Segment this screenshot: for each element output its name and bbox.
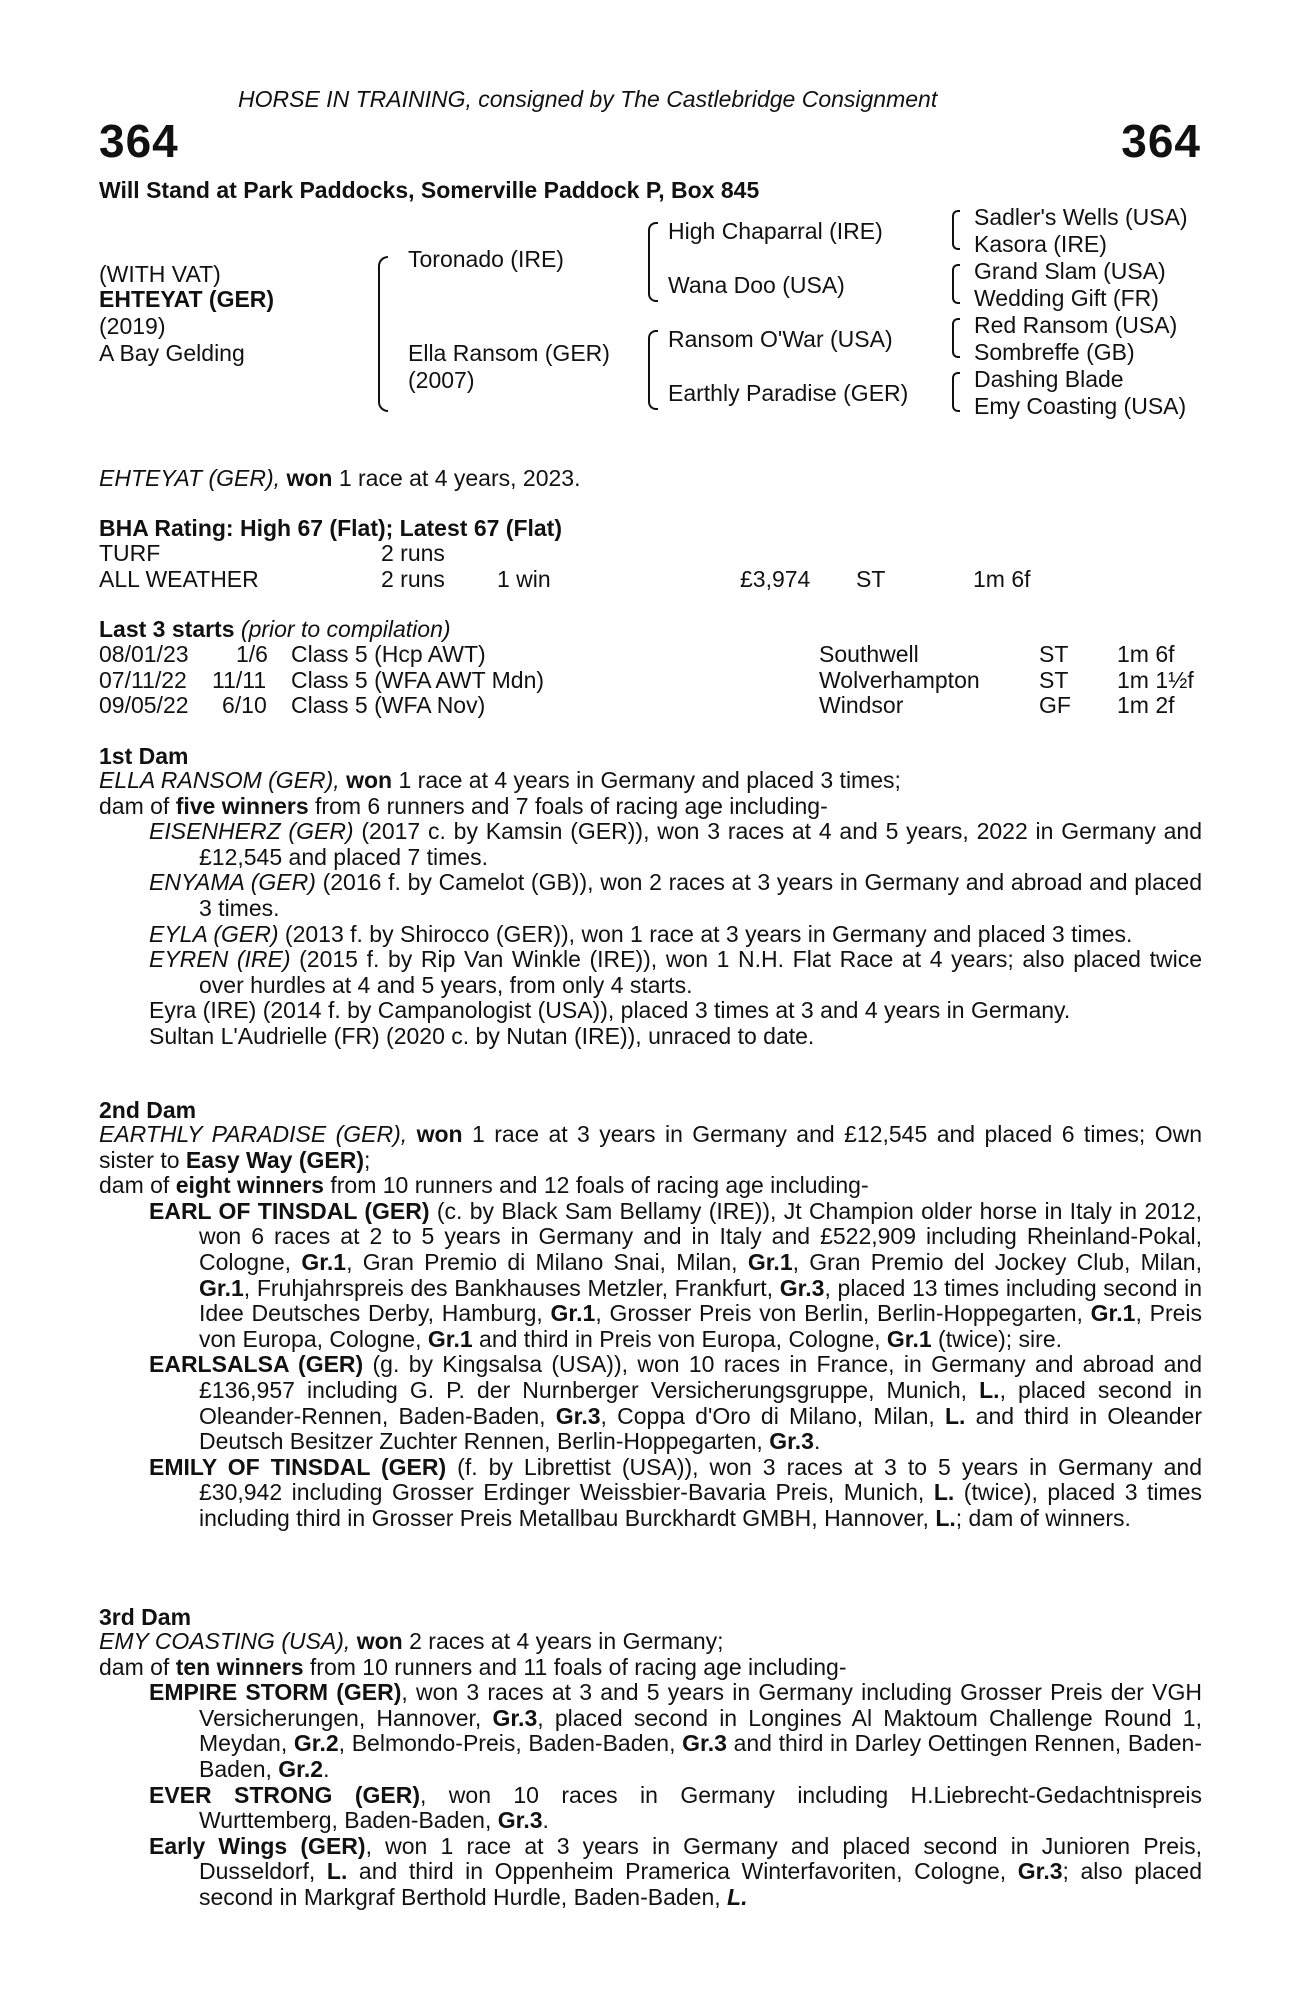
progeny-entry-earlsalsa bbox=[149, 1352, 1202, 1454]
progeny-entry bbox=[149, 819, 1202, 870]
progeny-text: , Gran Premio di Milano Snai, Milan, bbox=[346, 1248, 748, 1275]
vat-label: (WITH VAT) bbox=[99, 261, 221, 287]
dam-of-text: from 6 runners and 7 foals of racing age including- bbox=[308, 792, 828, 819]
first-dam-record: 1 race at 4 years in Germany and placed 3 times; bbox=[392, 767, 901, 793]
start-course: Wolverhampton bbox=[819, 667, 980, 693]
progeny-entry-emily-of-tinsdal bbox=[149, 1455, 1202, 1532]
progeny-name: EVER STRONG (GER) bbox=[149, 1781, 420, 1808]
third-dam-won: won bbox=[356, 1628, 403, 1654]
progeny-text: , placed 13 times including second in Idee Deutsches Derby, Hamburg, bbox=[199, 1274, 1202, 1327]
first-dam-section bbox=[99, 768, 1202, 1050]
start-race: Class 5 (WFA AWT Mdn) bbox=[291, 667, 545, 693]
start-race: Class 5 (Hcp AWT) bbox=[291, 641, 486, 667]
pedigree-dam-dam: Earthly Paradise (GER) bbox=[668, 380, 909, 406]
grade-label: Gr.1 bbox=[550, 1300, 596, 1327]
sister-name: Easy Way (GER) bbox=[185, 1146, 365, 1173]
lot-number-left: 364 bbox=[99, 115, 179, 167]
pedigree-gg4: Wedding Gift (FR) bbox=[974, 285, 1159, 311]
pedigree-bracket-g4 bbox=[952, 372, 960, 412]
progeny-text: , Grosser Preis von Berlin, Berlin-Hoppegarten, bbox=[595, 1300, 1091, 1327]
last-starts-note: (prior to compilation) bbox=[240, 616, 451, 642]
grade-label: L. bbox=[945, 1402, 966, 1429]
start-position: 6/10 bbox=[222, 692, 267, 718]
progeny-text: , Preis von Europa, Cologne, bbox=[199, 1300, 1203, 1352]
progeny-text: . bbox=[323, 1755, 330, 1782]
progeny-entry bbox=[149, 998, 1202, 1024]
grade-label: Gr.3 bbox=[769, 1428, 814, 1455]
pedigree-dam-year: (2007) bbox=[408, 367, 475, 393]
progeny-text: , placed second in Oleander-Rennen, Baden-Baden, bbox=[199, 1376, 1202, 1429]
second-dam-winners: eight winners bbox=[175, 1172, 324, 1199]
progeny-entry bbox=[149, 1024, 1202, 1050]
pedigree-gg5: Red Ransom (USA) bbox=[974, 312, 1178, 338]
progeny-entry-earl-of-tinsdal bbox=[149, 1199, 1202, 1353]
first-dam-heading: 1st Dam bbox=[99, 743, 189, 769]
start-date: 07/11/22 bbox=[99, 667, 187, 693]
start-course: Southwell bbox=[819, 641, 919, 667]
last-starts-heading bbox=[99, 616, 451, 642]
lot-number-right: 364 bbox=[1121, 115, 1201, 167]
first-dam-won: won bbox=[346, 767, 393, 793]
grade-label: Gr.3 bbox=[497, 1807, 543, 1834]
grade-label: Gr.1 bbox=[427, 1325, 473, 1352]
grade-label: L. bbox=[727, 1883, 748, 1910]
rating-surface: ALL WEATHER bbox=[99, 566, 259, 592]
pedigree-bracket-main bbox=[378, 256, 388, 412]
rating-surface: TURF bbox=[99, 540, 161, 566]
progeny-text: , Gran Premio del Jockey Club, Milan, bbox=[792, 1248, 1202, 1275]
dam-of-text: from 10 runners and 11 foals of racing age including- bbox=[303, 1653, 847, 1680]
dam-of-text: dam of bbox=[99, 1172, 176, 1199]
grade-label: Gr.2 bbox=[293, 1730, 339, 1757]
third-dam-progeny bbox=[99, 1680, 1202, 1910]
pedigree-gg3: Grand Slam (USA) bbox=[974, 258, 1166, 284]
start-position: 1/6 bbox=[236, 641, 268, 667]
start-distance: 1m 6f bbox=[1117, 641, 1175, 667]
progeny-text: (2015 f. by Rip Van Winkle (IRE)), won 1 N.H. Flat Race at 4 years; also placed twice over hurdles at 4 and 5 years, from only 4 starts. bbox=[199, 946, 1202, 998]
third-dam-winners: ten winners bbox=[175, 1653, 304, 1680]
grade-label: Gr.1 bbox=[886, 1325, 932, 1352]
progeny-entry bbox=[149, 922, 1202, 948]
race-summary bbox=[99, 465, 580, 491]
progeny-text: (2013 f. by Shirocco (GER)), won 1 race at 3 years in Germany and placed 3 times. bbox=[278, 920, 1133, 947]
horse-year: (2019) bbox=[99, 313, 166, 339]
grade-label: Gr.1 bbox=[199, 1274, 244, 1301]
progeny-text: , won 10 races in Germany including H.Liebrecht-Gedachtnispreis Wurttemberg, Baden-Baden, bbox=[199, 1781, 1202, 1834]
pedigree-bracket-g3 bbox=[952, 318, 960, 358]
second-dam-heading: 2nd Dam bbox=[99, 1097, 197, 1123]
pedigree-bracket-g1 bbox=[952, 210, 960, 250]
progeny-text: (f. by Librettist (USA)), won 3 races at 3 to 5 years in Germany and £30,942 including Grosser Erdinger Weissbier-Bavaria Preis, Munich, bbox=[199, 1453, 1202, 1506]
summary-won: won bbox=[286, 465, 333, 491]
first-dam-intro bbox=[99, 768, 1202, 794]
progeny-name: Early Wings (GER) bbox=[149, 1832, 366, 1859]
second-dam-produce bbox=[99, 1173, 1202, 1199]
start-distance: 1m 2f bbox=[1117, 692, 1175, 718]
progeny-text: , placed second in Longines Al Maktoum Challenge Round 1, Meydan, bbox=[199, 1704, 1202, 1757]
start-date: 09/05/22 bbox=[99, 692, 189, 718]
progeny-text: and third in Oleander Deutsch Besitzer Zuchter Rennen, Berlin-Hoppegarten, bbox=[199, 1402, 1203, 1455]
consignment-line: HORSE IN TRAINING, consigned by The Castlebridge Consignment bbox=[238, 86, 938, 112]
bha-rating-heading: BHA Rating: High 67 (Flat); Latest 67 (Flat) bbox=[99, 515, 562, 541]
first-dam-produce bbox=[99, 794, 1202, 820]
grade-label: Gr.3 bbox=[682, 1730, 727, 1757]
progeny-text: , Fruhjahrspreis des Bankhauses Metzler, Frankfurt, bbox=[243, 1274, 780, 1301]
progeny-text: , Coppa d'Oro di Milano, Milan, bbox=[600, 1402, 945, 1429]
grade-label: L. bbox=[979, 1376, 1000, 1403]
grade-label: Gr.1 bbox=[301, 1248, 347, 1275]
progeny-text: and third in Darley Oettingen Rennen, Baden-Baden, bbox=[199, 1730, 1202, 1782]
pedigree-dam-sire: Ransom O'War (USA) bbox=[668, 326, 893, 352]
third-dam-heading: 3rd Dam bbox=[99, 1604, 192, 1630]
start-distance: 1m 1½f bbox=[1117, 667, 1194, 693]
third-dam-produce bbox=[99, 1655, 1202, 1681]
progeny-name: EMILY OF TINSDAL (GER) bbox=[149, 1453, 447, 1480]
start-going: GF bbox=[1039, 692, 1071, 718]
pedigree-sire-dam: Wana Doo (USA) bbox=[668, 272, 845, 298]
third-dam-intro bbox=[99, 1629, 1202, 1655]
pedigree-sire: Toronado (IRE) bbox=[408, 246, 564, 272]
rating-prize: £3,974 bbox=[740, 566, 811, 592]
rating-runs: 2 runs bbox=[381, 540, 445, 566]
second-dam-record: 1 race at 3 years in Germany and £12,545 and placed 6 times; Own sister to bbox=[99, 1121, 1202, 1173]
second-dam-section bbox=[99, 1122, 1202, 1532]
pedigree-gg6: Sombreffe (GB) bbox=[974, 339, 1135, 365]
horse-description: A Bay Gelding bbox=[99, 340, 245, 366]
pedigree-dam: Ella Ransom (GER) bbox=[408, 340, 610, 366]
progeny-entry bbox=[149, 870, 1202, 921]
progeny-text: Sultan L'Audrielle (FR) (2020 c. by Nutan (IRE)), unraced to date. bbox=[149, 1022, 815, 1049]
pedigree-gg7: Dashing Blade bbox=[974, 366, 1124, 392]
location-line: Will Stand at Park Paddocks, Somerville Paddock P, Box 845 bbox=[99, 177, 760, 203]
progeny-name: ENYAMA (GER) bbox=[149, 869, 316, 896]
pedigree-gg8: Emy Coasting (USA) bbox=[974, 393, 1187, 419]
dam-of-text: from 10 runners and 12 foals of racing age including- bbox=[323, 1172, 869, 1199]
start-date: 08/01/23 bbox=[99, 641, 189, 667]
progeny-name: EMPIRE STORM (GER) bbox=[149, 1679, 402, 1706]
progeny-text: and third in Preis von Europa, Cologne, bbox=[472, 1325, 887, 1352]
start-going: ST bbox=[1039, 641, 1069, 667]
grade-label: L. bbox=[935, 1504, 956, 1531]
rating-distance: 1m 6f bbox=[973, 566, 1031, 592]
grade-label: Gr.1 bbox=[747, 1248, 793, 1275]
progeny-text: . bbox=[813, 1428, 821, 1455]
progeny-name: EARL OF TINSDAL (GER) bbox=[149, 1197, 430, 1224]
third-dam-record: 2 races at 4 years in Germany; bbox=[402, 1628, 724, 1654]
progeny-text: ; dam of winners. bbox=[955, 1504, 1131, 1531]
progeny-text: (2016 f. by Camelot (GB)), won 2 races at 3 years in Germany and abroad and placed 3 times. bbox=[199, 869, 1202, 921]
progeny-entry bbox=[149, 947, 1202, 998]
summary-text: 1 race at 4 years, 2023. bbox=[332, 465, 581, 491]
third-dam-name: EMY COASTING (USA), bbox=[99, 1628, 351, 1654]
horse-name: EHTEYAT (GER) bbox=[99, 286, 275, 312]
pedigree-gg1: Sadler's Wells (USA) bbox=[974, 204, 1188, 230]
start-going: ST bbox=[1039, 667, 1069, 693]
first-dam-name: ELLA RANSOM (GER), bbox=[99, 767, 340, 793]
first-dam-progeny bbox=[99, 819, 1202, 1049]
start-position: 11/11 bbox=[212, 667, 267, 693]
grade-label: Gr.3 bbox=[555, 1402, 601, 1429]
progeny-text: and third in Oppenheim Pramerica Winterfavoriten, Cologne, bbox=[347, 1858, 1018, 1885]
progeny-entry-early-wings bbox=[149, 1834, 1202, 1911]
progeny-entry-empire-storm bbox=[149, 1680, 1202, 1782]
progeny-text: Eyra (IRE) (2014 f. by Campanologist (USA)), placed 3 times at 3 and 4 years in Germany. bbox=[149, 997, 1071, 1024]
punctuation: ; bbox=[364, 1146, 371, 1173]
dam-of-text: dam of bbox=[99, 792, 176, 819]
progeny-text: , won 1 race at 3 years in Germany and placed second in Junioren Preis, Dusseldorf, bbox=[199, 1832, 1203, 1885]
grade-label: Gr.3 bbox=[779, 1274, 825, 1301]
grade-label: Gr.1 bbox=[1090, 1300, 1136, 1327]
progeny-name: EARLSALSA (GER) bbox=[149, 1351, 364, 1378]
rating-runs: 2 runs bbox=[381, 566, 445, 592]
grade-label: Gr.3 bbox=[492, 1704, 538, 1731]
progeny-text: (twice), placed 3 times including third in Grosser Preis Metallbau Burckhardt GMBH, Hannover, bbox=[199, 1479, 1202, 1531]
third-dam-section bbox=[99, 1629, 1202, 1911]
start-course: Windsor bbox=[819, 692, 904, 718]
progeny-entry-ever-strong bbox=[149, 1783, 1202, 1834]
pedigree-sire-sire: High Chaparral (IRE) bbox=[668, 218, 883, 244]
grade-label: L. bbox=[326, 1858, 348, 1885]
start-race: Class 5 (WFA Nov) bbox=[291, 692, 486, 718]
progeny-text: , Belmondo-Preis, Baden-Baden, bbox=[338, 1730, 683, 1757]
pedigree-bracket-dam bbox=[648, 330, 658, 410]
progeny-text: (2017 c. by Kamsin (GER)), won 3 races at 4 and 5 years, 2022 in Germany and £12,545 and placed 7 times. bbox=[199, 818, 1202, 870]
dam-of-text: dam of bbox=[99, 1653, 176, 1680]
second-dam-progeny bbox=[99, 1199, 1202, 1532]
first-dam-winners: five winners bbox=[175, 792, 309, 819]
progeny-text: (g. by Kingsalsa (USA)), won 10 races in France, in Germany and abroad and £136,957 including G. P. der Nurnberger Versicherungsgruppe, Munich, bbox=[199, 1351, 1202, 1403]
progeny-text: (twice); sire. bbox=[931, 1325, 1063, 1352]
progeny-text: (c. by Black Sam Bellamy (IRE)), Jt Champion older horse in Italy in 2012, won 6 races at 2 to 5 years in Germany and in Italy and £522,909 including Rheinland-Pokal, Cologne, bbox=[199, 1197, 1202, 1275]
progeny-text: ; also placed second in Markgraf Berthold Hurdle, Baden-Baden, bbox=[199, 1858, 1203, 1910]
progeny-name: EISENHERZ (GER) bbox=[149, 818, 354, 845]
rating-wins: 1 win bbox=[497, 566, 551, 592]
last-starts-title: Last 3 starts bbox=[99, 616, 235, 642]
rating-going: ST bbox=[856, 566, 886, 592]
progeny-name: EYLA (GER) bbox=[149, 920, 279, 947]
second-dam-intro bbox=[99, 1122, 1202, 1173]
progeny-text: , won 3 races at 3 and 5 years in Germany including Grosser Preis der VGH Versicherungen, Hannover, bbox=[199, 1679, 1202, 1731]
grade-label: Gr.2 bbox=[278, 1755, 324, 1782]
pedigree-bracket-g2 bbox=[952, 264, 960, 304]
progeny-text: . bbox=[542, 1807, 549, 1834]
second-dam-name: EARTHLY PARADISE (GER), bbox=[99, 1121, 408, 1147]
pedigree-bracket-sire bbox=[648, 222, 658, 302]
summary-horse-name: EHTEYAT (GER), bbox=[99, 465, 281, 491]
pedigree-gg2: Kasora (IRE) bbox=[974, 231, 1107, 257]
grade-label: Gr.3 bbox=[1017, 1858, 1063, 1885]
grade-label: L. bbox=[933, 1479, 955, 1506]
progeny-name: EYREN (IRE) bbox=[149, 946, 291, 973]
second-dam-won: won bbox=[416, 1121, 463, 1147]
